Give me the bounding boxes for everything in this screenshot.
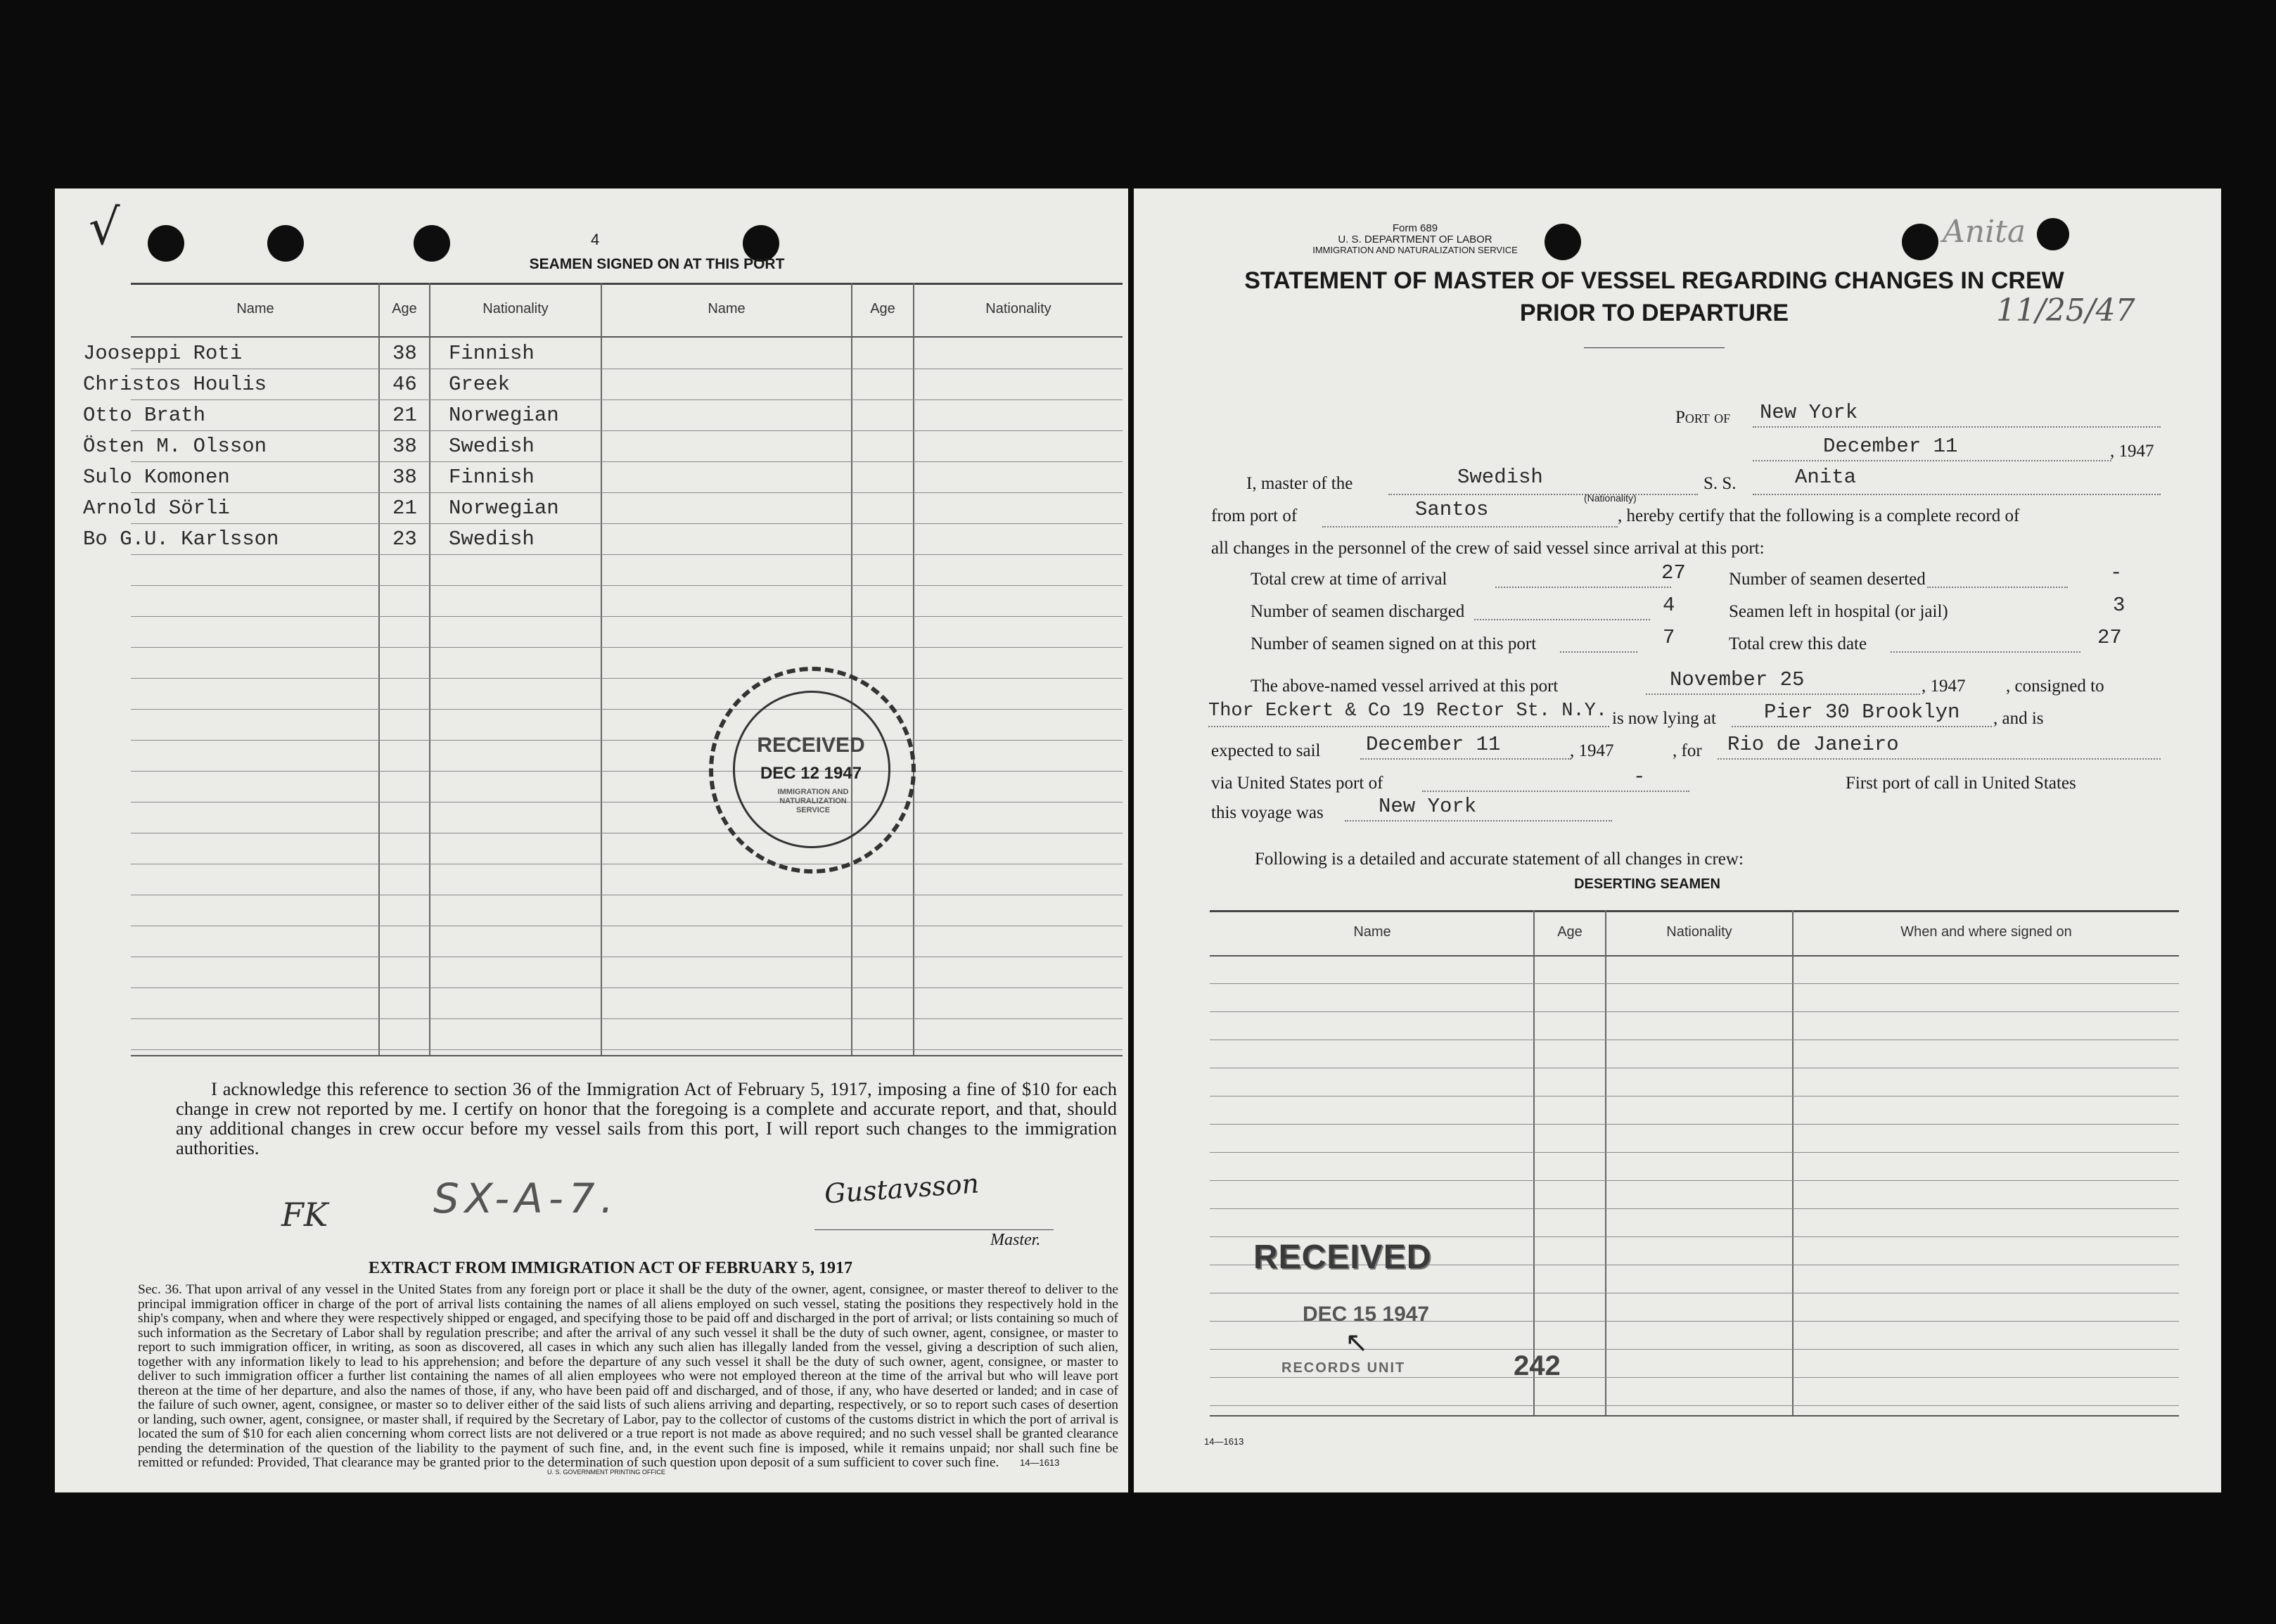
via-field-line — [1422, 791, 1689, 792]
via-label: via United States port of — [1211, 774, 1383, 793]
signature-line — [814, 1229, 1054, 1230]
from-port-label: from port of — [1211, 506, 1298, 525]
form-number-left: 14—1613 — [1020, 1457, 1060, 1468]
row-age: 46 — [392, 373, 417, 396]
deserting-row-rule — [1210, 1180, 2179, 1181]
deserting-table-header-rule — [1210, 955, 2179, 957]
deserting-row-rule — [1210, 1011, 2179, 1012]
total-crew-date-label: Total crew this date — [1729, 634, 1867, 653]
table-row-rule — [131, 1018, 1123, 1019]
stamp-date: DEC 12 1947 — [760, 764, 862, 783]
expected-label: expected to sail — [1211, 741, 1321, 760]
form-number-right: 14—1613 — [1204, 1436, 1244, 1447]
lying-value: Pier 30 Brooklyn — [1764, 701, 1960, 724]
total-crew-arrival: 27 — [1661, 561, 1686, 584]
nationality-caption: (Nationality) — [1584, 492, 1637, 504]
nationality-value: Swedish — [1457, 466, 1543, 489]
received-stamp: RECEIVED — [1253, 1239, 1432, 1276]
form-label: Form 689 — [1392, 222, 1438, 234]
hospital: 3 — [2113, 594, 2125, 617]
master-label: Master. — [990, 1231, 1041, 1249]
row-name: Sulo Komonen — [83, 466, 230, 489]
extract-title: EXTRACT FROM IMMIGRATION ACT OF FEBRUARY 5, 1917 — [368, 1259, 853, 1277]
table-row-rule — [131, 461, 1123, 462]
right-page — [1134, 188, 2221, 1492]
punch-hole — [2037, 218, 2069, 250]
row-age: 21 — [392, 404, 417, 427]
col-header-nationality: Nationality — [482, 301, 549, 317]
discharged: 4 — [1663, 594, 1675, 617]
total-crew-date: 27 — [2097, 626, 2122, 649]
row-age: 21 — [392, 497, 417, 520]
ship-prefix: S. S. — [1703, 474, 1737, 493]
deserted-label: Number of seamen deserted — [1729, 570, 1926, 589]
leader-dots — [1495, 587, 1671, 588]
deserted: - — [2110, 561, 2123, 584]
deserting-row-rule — [1210, 1208, 2179, 1209]
handwritten-date: 11/25/47 — [1996, 293, 2135, 328]
first-port-label: First port of call in United States — [1846, 774, 2076, 793]
table-row-rule — [131, 987, 1123, 988]
handwritten-initials: FK — [281, 1196, 328, 1234]
table-row-rule — [131, 771, 1123, 772]
from-port-value: Santos — [1415, 498, 1489, 521]
ship-value: Anita — [1795, 466, 1857, 489]
service: IMMIGRATION AND NATURALIZATION SERVICE — [1312, 245, 1518, 255]
deserting-row-rule — [1210, 1405, 2179, 1406]
deserting-table-top — [1210, 910, 2179, 912]
col-divider — [601, 283, 602, 1055]
department: U. S. DEPARTMENT OF LABOR — [1338, 234, 1492, 245]
consigned-label: , consigned to — [2006, 677, 2104, 696]
row-nationality: Norwegian — [449, 404, 559, 427]
records-label: RECORDS UNIT — [1281, 1360, 1406, 1376]
arrived-field-line — [1646, 693, 1920, 695]
first-port-value: New York — [1379, 795, 1477, 818]
leader-dots — [1927, 587, 2068, 588]
arrived-value: November 25 — [1670, 668, 1805, 691]
date-field-line — [1753, 460, 2111, 461]
row-age: 38 — [392, 342, 417, 365]
discharged-label: Number of seamen discharged — [1251, 602, 1465, 621]
table-row-rule — [131, 678, 1123, 679]
row-nationality: Greek — [449, 373, 511, 396]
received-stamp-round — [709, 667, 913, 871]
total-crew-arrival-label: Total crew at time of arrival — [1251, 570, 1447, 589]
table-row-rule — [131, 802, 1123, 803]
col-divider — [429, 283, 430, 1055]
received-date: DEC 15 1947 — [1303, 1303, 1430, 1326]
changes-text: all changes in the personnel of the crew of said vessel since arrival at this port: — [1211, 539, 1765, 558]
table-row-rule — [131, 740, 1123, 741]
for-value: Rio de Janeiro — [1727, 733, 1899, 756]
col-divider — [1792, 910, 1794, 1415]
via-value: - — [1633, 765, 1646, 788]
stamp-received: RECEIVED — [757, 734, 865, 757]
and-is: , and is — [1993, 709, 2044, 728]
arrow-icon: ↖ — [1345, 1326, 1369, 1359]
page-number: 4 — [591, 231, 600, 248]
col-header-nationality-2: Nationality — [985, 301, 1051, 317]
following-text: Following is a detailed and accurate statement of all changes in crew: — [1255, 850, 1744, 869]
row-name: Östen M. Olsson — [83, 435, 267, 458]
row-age: 38 — [392, 435, 417, 458]
port-value: New York — [1760, 401, 1858, 424]
row-name: Christos Houlis — [83, 373, 267, 396]
row-nationality: Finnish — [449, 466, 535, 489]
col-divider — [378, 283, 380, 1055]
consignee-value: Thor Eckert & Co 19 Rector St. N.Y. — [1208, 701, 1608, 722]
hospital-label: Seamen left in hospital (or jail) — [1729, 602, 1948, 621]
deserting-row-rule — [1210, 983, 2179, 984]
row-name: Bo G.U. Karlsson — [83, 528, 279, 551]
ship-field-line — [1753, 494, 2161, 495]
table-top-rule — [131, 283, 1123, 285]
deserting-col-signed-on: When and where signed on — [1900, 924, 2072, 940]
col-divider — [1533, 910, 1535, 1415]
table-row-rule — [131, 616, 1123, 617]
table-row-rule — [131, 647, 1123, 648]
deserting-col-nationality: Nationality — [1666, 924, 1732, 940]
expected-value: December 11 — [1366, 733, 1501, 756]
punch-hole — [148, 225, 184, 262]
master-prefix: I, master of the — [1246, 474, 1353, 493]
deserting-col-name: Name — [1353, 924, 1391, 940]
table-row-rule — [131, 709, 1123, 710]
row-age: 38 — [392, 466, 417, 489]
arrived-year: , 1947 — [1922, 677, 1966, 696]
lying-field-line — [1732, 726, 1992, 727]
certify-text: , hereby certify that the following is a complete record of — [1618, 506, 2020, 525]
for-label: , for — [1673, 741, 1702, 760]
deserting-row-rule — [1210, 1152, 2179, 1153]
acknowledgment-text: I acknowledge this reference to section 36 of the Immigration Act of February 5, 1917, imposing a fine of $10 for each change in crew not reported by me. I certify on honor that the foregoing is a complete and accurate report, and that, should any additional changes in crew occur before my vessel sails from this port, I will report such changes to the immigration authorities. — [176, 1078, 1117, 1158]
row-name: Otto Brath — [83, 404, 206, 427]
leader-dots — [1560, 651, 1637, 653]
row-name: Arnold Sörli — [83, 497, 230, 520]
handwritten-code: SX-A-7. — [433, 1175, 620, 1222]
date-value: December 11 — [1823, 435, 1958, 458]
col-divider — [1605, 910, 1606, 1415]
table-row-rule — [131, 554, 1123, 555]
title-underline — [1584, 347, 1725, 348]
table-header-rule — [131, 336, 1123, 338]
signed-on: 7 — [1663, 626, 1675, 649]
row-nationality: Swedish — [449, 435, 535, 458]
leader-dots — [1891, 651, 2080, 653]
first-port-field-line — [1345, 820, 1612, 821]
row-age: 23 — [392, 528, 417, 551]
col-header-age-2: Age — [870, 301, 895, 317]
nationality-field-line — [1388, 494, 1698, 495]
port-field-line — [1753, 426, 2161, 428]
row-nationality: Norwegian — [449, 497, 559, 520]
deserting-row-rule — [1210, 1377, 2179, 1378]
deserting-heading: DESERTING SEAMEN — [1574, 876, 1720, 892]
punch-hole — [267, 225, 304, 262]
left-heading: SEAMEN SIGNED ON AT THIS PORT — [529, 256, 785, 272]
for-field-line — [1718, 758, 2161, 760]
port-label: Port of — [1675, 408, 1731, 427]
row-nationality: Finnish — [449, 342, 535, 365]
handwritten-ship: Anita — [1943, 214, 2026, 250]
this-voyage-label: this voyage was — [1211, 803, 1324, 822]
expected-field-line — [1360, 758, 1571, 760]
deserting-table-bottom — [1210, 1415, 2179, 1417]
from-port-field-line — [1322, 526, 1618, 528]
col-header-name-2: Name — [708, 301, 746, 317]
extract-text: Sec. 36. That upon arrival of any vessel in the United States from any foreign port or place it shall be the duty of the owner, agent, consignee, or master thereof to deliver to the principal immigration officer in charge of the port of arrival lists containing the names of all aliens employed on such vessel, stating the positions they respectively hold in the ship's company, when and where they were respectively shipped or engaged, and specifying those to be paid off and discharged in the port of arrival; or lists containing so much of such information as the Secretary of Labor shall by regulation prescribe; and after the arrival of any such vessel it shall be the duty of such owner, agent, consignee, or master to report to such immigration officer, in writing, as soon as discovered, all cases in which any such alien has illegally landed from the vessel, giving a description of such alien, together with any information likely to lead to his apprehension; and before the departure of any such vessel it shall be the duty of such owner, agent, consignee, or master to deliver to such immigration officer a further list containing the names of all alien employees who were not employed thereon at the time of the arrival but who will leave port thereon at the time of her departure, and also the names of those, if any, who have been paid off and discharged, and of those, if any, who have deserted or landed; and in case of the failure of such owner, agent, consignee, or master so to deliver either of the said lists of such aliens arriving and departing, respectively, or so to report such cases of desertion or landing, such owner, agent, consignee, or master shall, if required by the Secretary of Labor, pay to the collector of customs of the customs district in which the port of arrival is located the sum of $10 for each alien concerning whom correct lists are not delivered or a true report is not made as above required; and no such vessel shall be granted clearance pending the determination of the question of the liability to the payment of such fine, and, in the event such fine is imposed, while it remains unpaid; nor shall such fine be remitted or refunded: Provided, That clearance may be granted prior to the determination of such question upon deposit of a sum sufficient to cover such fine. — [138, 1282, 1118, 1470]
table-row-rule — [131, 585, 1123, 586]
printing-office: U. S. GOVERNMENT PRINTING OFFICE — [547, 1469, 665, 1476]
table-row-rule — [131, 1049, 1123, 1050]
row-nationality: Swedish — [449, 528, 535, 551]
expected-year: , 1947 — [1570, 741, 1614, 760]
table-row-rule — [131, 523, 1123, 524]
year-value: , 1947 — [2110, 442, 2154, 461]
table-bottom-rule — [131, 1055, 1123, 1056]
table-row-rule — [131, 492, 1123, 493]
deserting-row-rule — [1210, 1124, 2179, 1125]
title-line-2: PRIOR TO DEPARTURE — [1519, 300, 1789, 326]
signed-on-label: Number of seamen signed on at this port — [1251, 634, 1537, 653]
col-divider — [913, 283, 914, 1055]
left-page — [55, 188, 1128, 1492]
deserting-col-age: Age — [1557, 924, 1583, 940]
check-mark: √ — [89, 198, 120, 256]
table-row-rule — [131, 430, 1123, 431]
deserting-row-rule — [1210, 1236, 2179, 1237]
table-row-rule — [131, 399, 1123, 400]
col-header-name: Name — [236, 301, 274, 317]
stamp-service: IMMIGRATION AND NATURALIZATION SERVICE — [777, 788, 849, 814]
lying-label: is now lying at — [1612, 709, 1716, 728]
punch-hole — [1902, 224, 1938, 260]
title-line-1: STATEMENT OF MASTER OF VESSEL REGARDING CHANGES IN CREW — [1244, 267, 2064, 294]
consignee-field-line — [1208, 726, 1609, 727]
row-name: Jooseppi Roti — [83, 342, 243, 365]
master-signature: Gustavsson — [823, 1168, 980, 1210]
arrived-label: The above-named vessel arrived at this port — [1251, 677, 1559, 696]
col-header-age: Age — [392, 301, 417, 317]
leader-dots — [1474, 619, 1650, 620]
records-number: 242 — [1514, 1350, 1561, 1381]
